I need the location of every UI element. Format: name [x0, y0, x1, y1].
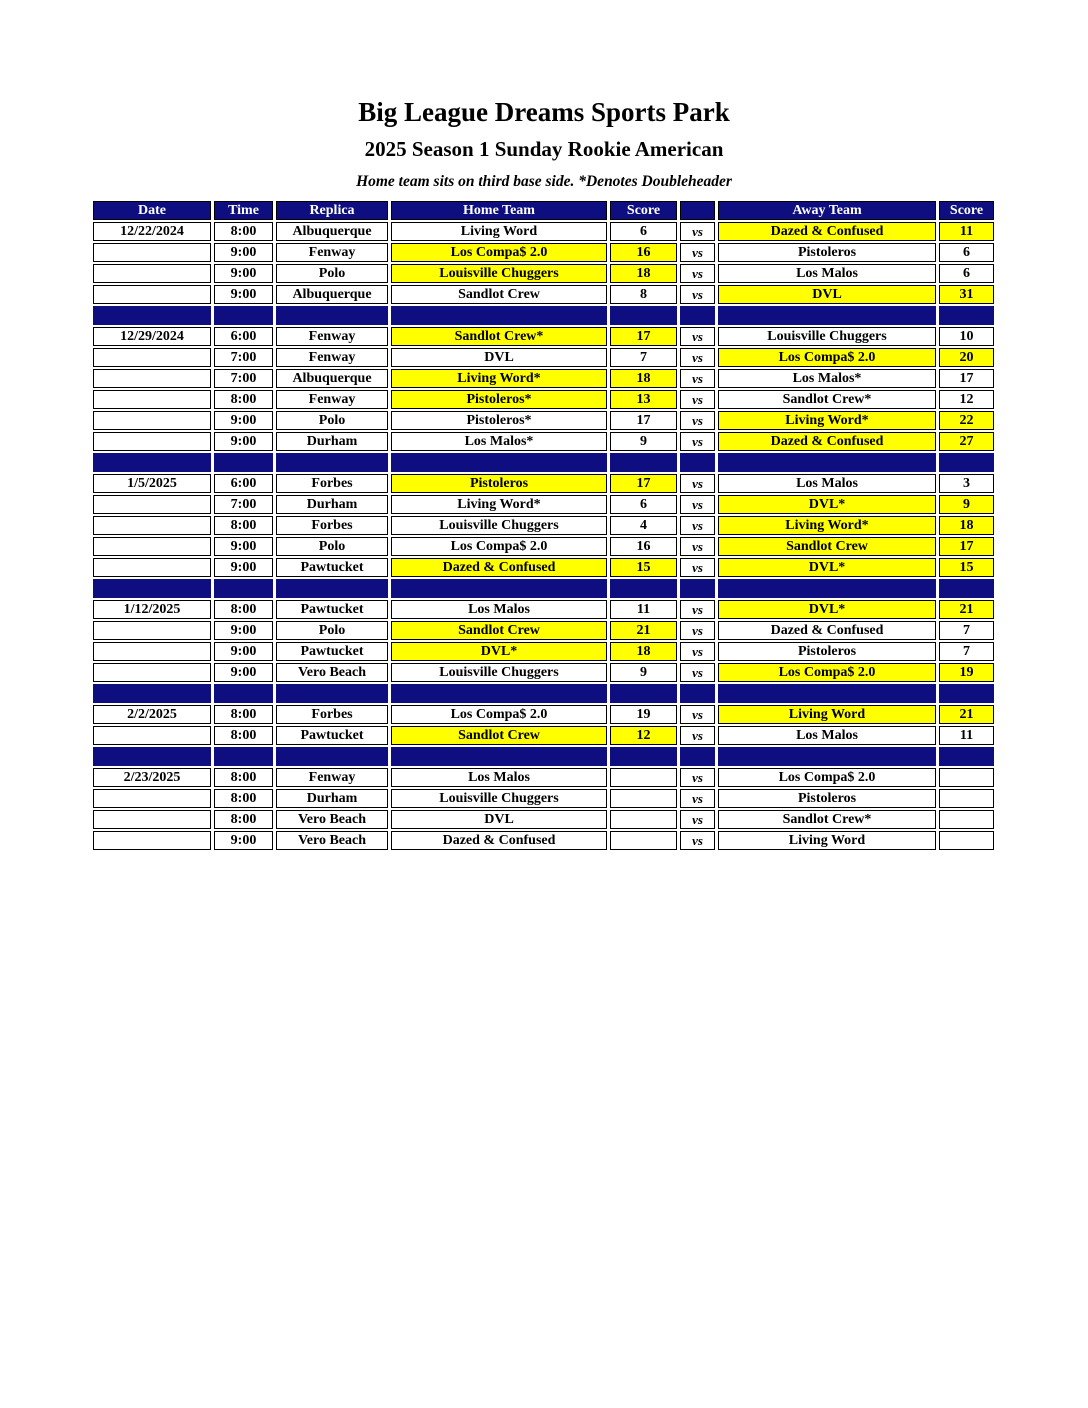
- replica-cell: Fenway: [276, 348, 388, 367]
- home-score-cell: 17: [610, 474, 677, 493]
- home-score-cell: 15: [610, 558, 677, 577]
- home-score-cell: 17: [610, 327, 677, 346]
- home-team-cell: Louisville Chuggers: [391, 663, 607, 682]
- game-row: [93, 474, 994, 493]
- time-cell: 6:00: [214, 474, 273, 493]
- away-score-cell: 10: [939, 327, 994, 346]
- separator-cell: [939, 747, 994, 766]
- separator-cell: [93, 306, 211, 325]
- home-team-cell: DVL*: [391, 642, 607, 661]
- time-cell: 9:00: [214, 621, 273, 640]
- vs-cell: vs: [680, 726, 715, 745]
- replica-cell: Fenway: [276, 327, 388, 346]
- date-cell: [93, 390, 211, 409]
- away-team-cell: Living Word*: [718, 516, 936, 535]
- away-score-cell: 6: [939, 264, 994, 283]
- date-cell: 1/12/2025: [93, 600, 211, 619]
- vs-cell: vs: [680, 369, 715, 388]
- date-cell: [93, 726, 211, 745]
- replica-cell: Polo: [276, 621, 388, 640]
- separator-cell: [391, 747, 607, 766]
- game-row: [93, 222, 994, 241]
- time-cell: 9:00: [214, 663, 273, 682]
- game-row: [93, 390, 994, 409]
- vs-cell: vs: [680, 348, 715, 367]
- schedule-table: [90, 199, 997, 852]
- separator-cell: [391, 579, 607, 598]
- vs-cell: vs: [680, 537, 715, 556]
- separator-cell: [718, 306, 936, 325]
- replica-cell: Pawtucket: [276, 558, 388, 577]
- separator-cell: [610, 579, 677, 598]
- separator-cell: [276, 306, 388, 325]
- replica-cell: Polo: [276, 411, 388, 430]
- away-score-cell: [939, 831, 994, 850]
- separator-cell: [276, 579, 388, 598]
- away-team-cell: Sandlot Crew*: [718, 390, 936, 409]
- replica-cell: Fenway: [276, 768, 388, 787]
- away-team-cell: Los Malos*: [718, 369, 936, 388]
- time-cell: 9:00: [214, 411, 273, 430]
- time-cell: 7:00: [214, 348, 273, 367]
- home-team-cell: Louisville Chuggers: [391, 264, 607, 283]
- away-score-cell: 22: [939, 411, 994, 430]
- game-row: [93, 537, 994, 556]
- separator-cell: [718, 453, 936, 472]
- game-row: [93, 432, 994, 451]
- replica-cell: Polo: [276, 537, 388, 556]
- home-team-cell: Sandlot Crew*: [391, 327, 607, 346]
- away-score-cell: 18: [939, 516, 994, 535]
- home-score-cell: 21: [610, 621, 677, 640]
- away-team-cell: Living Word: [718, 705, 936, 724]
- home-score-cell: 17: [610, 411, 677, 430]
- separator-cell: [93, 684, 211, 703]
- time-cell: 9:00: [214, 264, 273, 283]
- home-team-cell: Living Word*: [391, 369, 607, 388]
- col-header-replica: Replica: [276, 201, 388, 220]
- away-score-cell: 17: [939, 537, 994, 556]
- away-team-cell: Louisville Chuggers: [718, 327, 936, 346]
- replica-cell: Pawtucket: [276, 726, 388, 745]
- date-cell: 1/5/2025: [93, 474, 211, 493]
- date-cell: [93, 264, 211, 283]
- separator-cell: [610, 684, 677, 703]
- separator-cell: [610, 747, 677, 766]
- away-team-cell: Pistoleros: [718, 789, 936, 808]
- time-cell: 9:00: [214, 285, 273, 304]
- replica-cell: Forbes: [276, 474, 388, 493]
- away-score-cell: [939, 789, 994, 808]
- time-cell: 8:00: [214, 600, 273, 619]
- separator-cell: [680, 306, 715, 325]
- time-cell: 7:00: [214, 495, 273, 514]
- separator-cell: [939, 306, 994, 325]
- date-cell: [93, 348, 211, 367]
- away-team-cell: Dazed & Confused: [718, 621, 936, 640]
- time-cell: 7:00: [214, 369, 273, 388]
- time-cell: 8:00: [214, 726, 273, 745]
- replica-cell: Vero Beach: [276, 663, 388, 682]
- home-score-cell: 9: [610, 663, 677, 682]
- separator-cell: [391, 453, 607, 472]
- vs-cell: vs: [680, 600, 715, 619]
- time-cell: 9:00: [214, 537, 273, 556]
- away-team-cell: DVL*: [718, 558, 936, 577]
- home-score-cell: [610, 810, 677, 829]
- separator-cell: [680, 684, 715, 703]
- game-row: [93, 285, 994, 304]
- home-team-cell: Los Compa$ 2.0: [391, 537, 607, 556]
- home-team-cell: Los Malos: [391, 768, 607, 787]
- away-team-cell: Pistoleros: [718, 243, 936, 262]
- col-header-vs: [680, 201, 715, 220]
- home-score-cell: 19: [610, 705, 677, 724]
- time-cell: 8:00: [214, 516, 273, 535]
- game-row: [93, 621, 994, 640]
- vs-cell: vs: [680, 789, 715, 808]
- game-row: [93, 705, 994, 724]
- home-score-cell: [610, 768, 677, 787]
- col-header-home-score: Score: [610, 201, 677, 220]
- separator-cell: [93, 579, 211, 598]
- vs-cell: vs: [680, 558, 715, 577]
- separator-cell: [276, 684, 388, 703]
- away-team-cell: Pistoleros: [718, 642, 936, 661]
- col-header-away-team: Away Team: [718, 201, 936, 220]
- vs-cell: vs: [680, 495, 715, 514]
- away-team-cell: Los Malos: [718, 264, 936, 283]
- separator-cell: [214, 453, 273, 472]
- separator-cell: [214, 579, 273, 598]
- vs-cell: vs: [680, 663, 715, 682]
- separator-cell: [718, 684, 936, 703]
- replica-cell: Pawtucket: [276, 600, 388, 619]
- game-row: [93, 369, 994, 388]
- away-score-cell: 9: [939, 495, 994, 514]
- page-note: Home team sits on third base side. *Denotes Doubleheader: [356, 173, 732, 191]
- section-separator-row: [93, 684, 994, 703]
- away-team-cell: Los Compa$ 2.0: [718, 348, 936, 367]
- col-header-home-team: Home Team: [391, 201, 607, 220]
- home-team-cell: DVL: [391, 810, 607, 829]
- away-score-cell: 21: [939, 600, 994, 619]
- date-cell: [93, 243, 211, 262]
- home-team-cell: Los Malos: [391, 600, 607, 619]
- home-team-cell: Sandlot Crew: [391, 621, 607, 640]
- home-score-cell: 18: [610, 642, 677, 661]
- time-cell: 9:00: [214, 243, 273, 262]
- game-row: [93, 411, 994, 430]
- home-score-cell: [610, 831, 677, 850]
- time-cell: 8:00: [214, 810, 273, 829]
- time-cell: 6:00: [214, 327, 273, 346]
- game-row: [93, 243, 994, 262]
- home-score-cell: 11: [610, 600, 677, 619]
- away-score-cell: 7: [939, 621, 994, 640]
- vs-cell: vs: [680, 831, 715, 850]
- game-row: [93, 810, 994, 829]
- time-cell: 9:00: [214, 642, 273, 661]
- game-row: [93, 726, 994, 745]
- away-team-cell: Los Malos: [718, 726, 936, 745]
- away-team-cell: DVL*: [718, 600, 936, 619]
- time-cell: 8:00: [214, 390, 273, 409]
- separator-cell: [939, 579, 994, 598]
- vs-cell: vs: [680, 264, 715, 283]
- home-team-cell: Louisville Chuggers: [391, 516, 607, 535]
- home-team-cell: Pistoleros*: [391, 390, 607, 409]
- separator-cell: [680, 453, 715, 472]
- date-cell: [93, 411, 211, 430]
- replica-cell: Fenway: [276, 243, 388, 262]
- col-header-time: Time: [214, 201, 273, 220]
- date-cell: [93, 642, 211, 661]
- time-cell: 9:00: [214, 831, 273, 850]
- game-row: [93, 327, 994, 346]
- away-team-cell: DVL: [718, 285, 936, 304]
- vs-cell: vs: [680, 285, 715, 304]
- home-team-cell: Living Word*: [391, 495, 607, 514]
- game-row: [93, 600, 994, 619]
- date-cell: [93, 369, 211, 388]
- away-score-cell: 17: [939, 369, 994, 388]
- separator-cell: [214, 684, 273, 703]
- separator-cell: [680, 579, 715, 598]
- home-team-cell: Sandlot Crew: [391, 285, 607, 304]
- game-row: [93, 495, 994, 514]
- date-cell: [93, 558, 211, 577]
- vs-cell: vs: [680, 621, 715, 640]
- vs-cell: vs: [680, 810, 715, 829]
- game-row: [93, 789, 994, 808]
- home-team-cell: Dazed & Confused: [391, 558, 607, 577]
- section-separator-row: [93, 306, 994, 325]
- home-team-cell: Los Compa$ 2.0: [391, 243, 607, 262]
- date-cell: [93, 663, 211, 682]
- separator-cell: [391, 306, 607, 325]
- separator-cell: [939, 453, 994, 472]
- date-cell: [93, 516, 211, 535]
- replica-cell: Durham: [276, 495, 388, 514]
- game-row: [93, 642, 994, 661]
- home-team-cell: Living Word: [391, 222, 607, 241]
- separator-cell: [610, 453, 677, 472]
- vs-cell: vs: [680, 768, 715, 787]
- home-score-cell: 6: [610, 495, 677, 514]
- away-score-cell: [939, 768, 994, 787]
- away-score-cell: 15: [939, 558, 994, 577]
- game-row: [93, 831, 994, 850]
- section-separator-row: [93, 747, 994, 766]
- home-team-cell: DVL: [391, 348, 607, 367]
- date-cell: [93, 537, 211, 556]
- separator-cell: [214, 747, 273, 766]
- vs-cell: vs: [680, 411, 715, 430]
- home-team-cell: Los Malos*: [391, 432, 607, 451]
- time-cell: 8:00: [214, 705, 273, 724]
- separator-cell: [718, 579, 936, 598]
- date-cell: [93, 621, 211, 640]
- away-team-cell: Sandlot Crew*: [718, 810, 936, 829]
- away-team-cell: Sandlot Crew: [718, 537, 936, 556]
- home-score-cell: 4: [610, 516, 677, 535]
- replica-cell: Vero Beach: [276, 810, 388, 829]
- separator-cell: [391, 684, 607, 703]
- separator-cell: [276, 453, 388, 472]
- home-team-cell: Dazed & Confused: [391, 831, 607, 850]
- separator-cell: [718, 747, 936, 766]
- replica-cell: Durham: [276, 432, 388, 451]
- replica-cell: Durham: [276, 789, 388, 808]
- time-cell: 9:00: [214, 432, 273, 451]
- section-separator-row: [93, 579, 994, 598]
- separator-cell: [939, 684, 994, 703]
- date-cell: [93, 285, 211, 304]
- away-team-cell: Los Compa$ 2.0: [718, 768, 936, 787]
- replica-cell: Polo: [276, 264, 388, 283]
- separator-cell: [610, 306, 677, 325]
- date-cell: 2/2/2025: [93, 705, 211, 724]
- time-cell: 8:00: [214, 768, 273, 787]
- date-cell: 12/29/2024: [93, 327, 211, 346]
- date-cell: 2/23/2025: [93, 768, 211, 787]
- date-cell: 12/22/2024: [93, 222, 211, 241]
- away-team-cell: Living Word*: [718, 411, 936, 430]
- table-header-row: [93, 201, 994, 220]
- replica-cell: Fenway: [276, 390, 388, 409]
- home-team-cell: Sandlot Crew: [391, 726, 607, 745]
- date-cell: [93, 495, 211, 514]
- away-team-cell: Living Word: [718, 831, 936, 850]
- time-cell: 8:00: [214, 789, 273, 808]
- section-separator-row: [93, 453, 994, 472]
- home-score-cell: 6: [610, 222, 677, 241]
- separator-cell: [680, 747, 715, 766]
- home-team-cell: Pistoleros*: [391, 411, 607, 430]
- date-cell: [93, 432, 211, 451]
- away-score-cell: 11: [939, 222, 994, 241]
- vs-cell: vs: [680, 432, 715, 451]
- away-score-cell: 27: [939, 432, 994, 451]
- away-score-cell: 12: [939, 390, 994, 409]
- away-team-cell: DVL*: [718, 495, 936, 514]
- game-row: [93, 558, 994, 577]
- game-row: [93, 663, 994, 682]
- home-team-cell: Pistoleros: [391, 474, 607, 493]
- away-team-cell: Los Compa$ 2.0: [718, 663, 936, 682]
- time-cell: 8:00: [214, 222, 273, 241]
- replica-cell: Albuquerque: [276, 369, 388, 388]
- vs-cell: vs: [680, 243, 715, 262]
- replica-cell: Vero Beach: [276, 831, 388, 850]
- date-cell: [93, 789, 211, 808]
- home-team-cell: Los Compa$ 2.0: [391, 705, 607, 724]
- vs-cell: vs: [680, 642, 715, 661]
- game-row: [93, 348, 994, 367]
- home-score-cell: 8: [610, 285, 677, 304]
- replica-cell: Forbes: [276, 705, 388, 724]
- replica-cell: Albuquerque: [276, 285, 388, 304]
- col-header-away-score: Score: [939, 201, 994, 220]
- col-header-date: Date: [93, 201, 211, 220]
- separator-cell: [214, 306, 273, 325]
- away-team-cell: Dazed & Confused: [718, 222, 936, 241]
- page-title: Big League Dreams Sports Park: [358, 97, 730, 127]
- separator-cell: [93, 747, 211, 766]
- time-cell: 9:00: [214, 558, 273, 577]
- away-score-cell: 31: [939, 285, 994, 304]
- vs-cell: vs: [680, 390, 715, 409]
- vs-cell: vs: [680, 222, 715, 241]
- page-subtitle: 2025 Season 1 Sunday Rookie American: [364, 137, 724, 162]
- replica-cell: Albuquerque: [276, 222, 388, 241]
- home-score-cell: 13: [610, 390, 677, 409]
- home-score-cell: 16: [610, 537, 677, 556]
- away-score-cell: 21: [939, 705, 994, 724]
- game-row: [93, 768, 994, 787]
- home-score-cell: 7: [610, 348, 677, 367]
- home-score-cell: 18: [610, 369, 677, 388]
- date-cell: [93, 810, 211, 829]
- away-team-cell: Dazed & Confused: [718, 432, 936, 451]
- away-score-cell: 6: [939, 243, 994, 262]
- vs-cell: vs: [680, 705, 715, 724]
- separator-cell: [93, 453, 211, 472]
- away-team-cell: Los Malos: [718, 474, 936, 493]
- replica-cell: Forbes: [276, 516, 388, 535]
- home-score-cell: 12: [610, 726, 677, 745]
- away-score-cell: 7: [939, 642, 994, 661]
- away-score-cell: 11: [939, 726, 994, 745]
- vs-cell: vs: [680, 474, 715, 493]
- home-score-cell: [610, 789, 677, 808]
- away-score-cell: 3: [939, 474, 994, 493]
- home-score-cell: 9: [610, 432, 677, 451]
- vs-cell: vs: [680, 516, 715, 535]
- away-score-cell: 20: [939, 348, 994, 367]
- separator-cell: [276, 747, 388, 766]
- vs-cell: vs: [680, 327, 715, 346]
- away-score-cell: 19: [939, 663, 994, 682]
- game-row: [93, 264, 994, 283]
- home-score-cell: 16: [610, 243, 677, 262]
- home-team-cell: Louisville Chuggers: [391, 789, 607, 808]
- date-cell: [93, 831, 211, 850]
- replica-cell: Pawtucket: [276, 642, 388, 661]
- game-row: [93, 516, 994, 535]
- home-score-cell: 18: [610, 264, 677, 283]
- away-score-cell: [939, 810, 994, 829]
